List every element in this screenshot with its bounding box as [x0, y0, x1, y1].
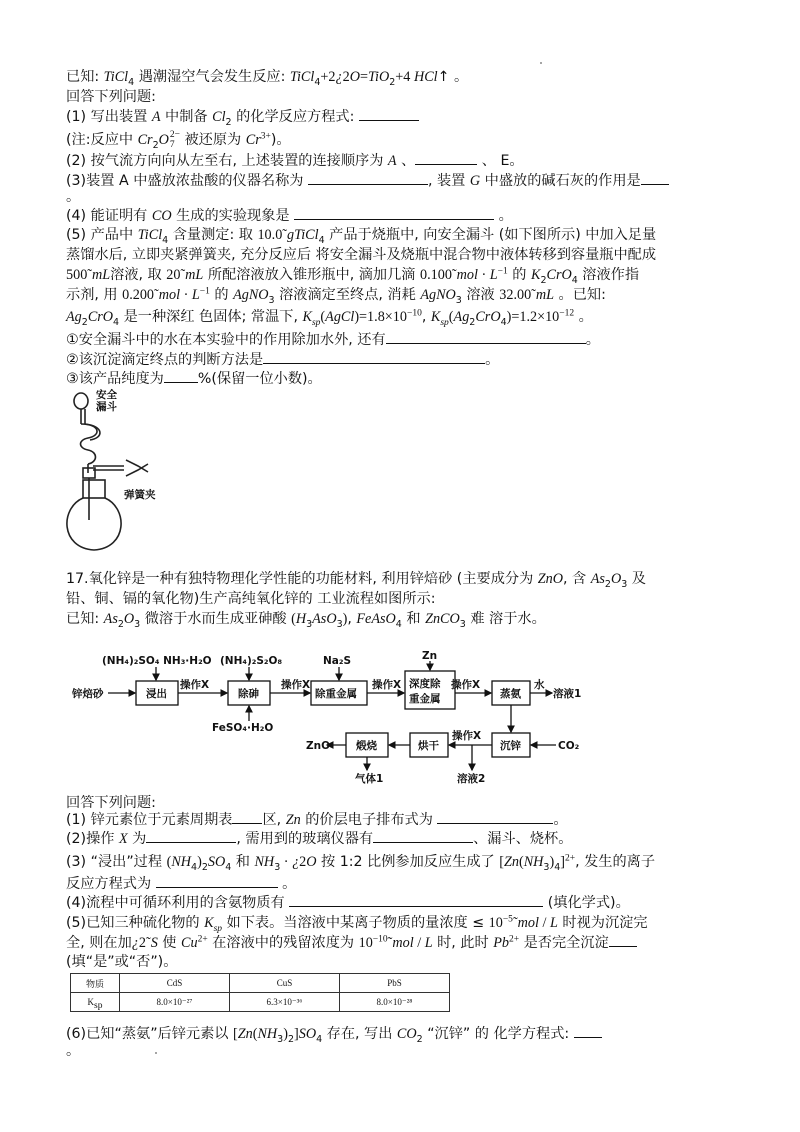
- label-safety-funnel-2: 漏斗: [96, 401, 117, 413]
- svg-text:重金属: 重金属: [409, 693, 441, 705]
- answer-blank[interactable]: [263, 351, 485, 364]
- table-head-cell: CdS: [120, 974, 230, 993]
- answer-blank[interactable]: [373, 830, 473, 843]
- reagent-arsenic: (NH₄)₂S₂O₈: [220, 655, 283, 667]
- op-x-4: 操作X: [451, 679, 481, 691]
- answer-blank[interactable]: [359, 108, 419, 121]
- q16-5-sub2: ②该沉淀滴定终点的判断方法是 。: [66, 352, 500, 368]
- svg-text:烘干: 烘干: [418, 740, 439, 752]
- product-water: 水: [534, 679, 545, 691]
- q17-line3: 已知: $As_2O_3$ 微溶于水而生成亚砷酸 $(H_3AsO_3)$, FeAsO$_4$ 和 ZnCO$_3$ 难 溶于水。: [66, 611, 546, 630]
- ksp-table: [70, 973, 450, 1012]
- known-reaction-line: 已知: TiCl$_4$ 遇潮湿空气会发生反应: TiCl$_4$+2¿2O=TiO$_2$+4 HCl↑ 。: [66, 69, 469, 88]
- q17-1: (1) 锌元素位于元素周期表 区, Zn 的价层电子排布式为 。: [66, 812, 568, 828]
- q16-3: (3)装置 A 中盛放浓盐酸的仪器名称为 , 装置 G 中盛放的碱石灰的作用是: [66, 172, 669, 190]
- table-head-cell: CuS: [230, 974, 340, 993]
- q16-5-sub1: ①安全漏斗中的水在本实验中的作用除加水外, 还有 。: [66, 332, 600, 348]
- answer-blank[interactable]: [164, 370, 198, 383]
- q16-4: (4) 能证明有 CO 生成的实验现象是 。: [66, 208, 513, 224]
- apparatus-figure: [66, 388, 176, 553]
- product-solution-1: 溶液1: [553, 688, 582, 700]
- q17-line1: 17.氧化锌是一种有独特物理化学性能的功能材料, 利用锌焙砂 (主要成分为 ZnO, 含 $As_2O_3$ 及: [66, 571, 646, 590]
- q16-1: (1) 写出装置 A 中制备 $Cl_2$ 的化学反应方程式:: [66, 108, 419, 126]
- reagent-deep: Zn: [422, 650, 438, 662]
- q16-2: (2) 按气流方向向从左至右, 上述装置的连接顺序为 A 、 、 E。: [66, 153, 524, 169]
- q16-5-line5: $Ag_2CrO_4$ 是一种深红 色固体; 常温下, $K_{sp}(AgCl)=1.8\times 10^{-10}$, $K_{sp}(Ag_2CrO_4)=1.2\times 10^{-12}$ 。: [66, 308, 593, 328]
- svg-text:煅烧: 煅烧: [356, 740, 377, 752]
- product-solution-2: 溶液2: [457, 773, 486, 785]
- reagent-heavy: Na₂S: [323, 655, 352, 667]
- text: ↑: [437, 69, 450, 85]
- flask-body: [67, 498, 121, 550]
- q16-5-sub3: ③该产品纯度为 %(保留一位小数)。: [66, 371, 322, 387]
- op-x-5: 操作X: [452, 730, 482, 742]
- table-cell: 8.0×10⁻²⁷: [120, 993, 230, 1012]
- q17-5-line3: (填“是”或“否”)。: [66, 954, 178, 970]
- answer-blank[interactable]: [609, 934, 637, 947]
- answer-blank[interactable]: [289, 894, 543, 907]
- q17-2: (2)操作 X 为 , 需用到的玻璃仪器有 、漏斗、烧杯。: [66, 831, 573, 847]
- process-flowchart: [72, 645, 592, 785]
- q17-4: (4)流程中可循环利用的含氨物质有 (填化学式)。: [66, 895, 630, 911]
- product-gas-1: 气体1: [355, 773, 384, 785]
- table-cell: 6.3×10⁻³⁶: [230, 993, 340, 1012]
- answer-blank[interactable]: [415, 152, 477, 165]
- answer-blank[interactable]: [156, 875, 278, 888]
- product-zno: ZnO: [306, 740, 331, 752]
- answer-blank[interactable]: [437, 811, 553, 824]
- answer-prompt: 回答下列问题:: [66, 89, 156, 105]
- svg-text:沉锌: 沉锌: [500, 740, 521, 752]
- q16-note: (注:反应中 $Cr_2O2-$ 7 被还原为 $Cr^{3+}$)。: [66, 130, 291, 151]
- answer-blank[interactable]: [308, 172, 428, 185]
- reagent-leach: (NH₄)₂SO₄ NH₃·H₂O: [102, 655, 212, 667]
- q16-5-line4: 示剂, 用 0.200˜mol · $L^{-1}$ 的 AgNO$_3$ 溶液滴定至终点, 消耗 AgNO$_3$ 溶液 32.00˜mL 。已知:: [66, 286, 606, 306]
- q16-5-line2: 蒸馏水后, 立即夹紧弹簧夹, 充分反应后 将安全漏斗及烧瓶中混合物中液体转移到容量瓶中配成: [66, 247, 657, 263]
- table-head-cell: PbS: [340, 974, 450, 993]
- svg-text:除重金属: 除重金属: [315, 688, 357, 700]
- q16-5-line1: (5) 产品中 TiCl$_4$ 含量测定: 取 10.0˜gTiCl$_4$ 产品于烧瓶中, 向安全漏斗 (如下图所示) 中加入足量: [66, 227, 657, 246]
- svg-text:蒸氨: 蒸氨: [500, 688, 521, 700]
- q17-5-line2: 全, 则在加¿2˜S 使 $Cu^{2+}$ 在溶液中的残留浓度为 $10^{-10}˜mol$ / L 时, 此时 $Pb^{2+}$ 是否完全沉淀: [66, 934, 637, 952]
- label-safety-funnel-1: 安全: [96, 389, 117, 401]
- reagent-feso4: FeSO₄·H₂O: [212, 722, 274, 734]
- spring-clamp: [126, 460, 148, 476]
- op-x-3: 操作X: [372, 679, 402, 691]
- table-header-row: [71, 974, 450, 993]
- svg-text:除砷: 除砷: [238, 688, 259, 700]
- table-cell: 8.0×10⁻²⁸: [340, 993, 450, 1012]
- label-spring-clamp: 弹簧夹: [124, 489, 156, 501]
- svg-text:深度除: 深度除: [409, 678, 441, 690]
- answer-blank[interactable]: [386, 331, 586, 344]
- text: 遇潮湿空气会发生反应:: [134, 69, 290, 85]
- table-row-label: $K_{sp}$: [71, 993, 120, 1012]
- q17-line2: 铅、铜、镉的氧化物)生产高纯氧化锌的 工业流程如图所示:: [66, 591, 436, 607]
- q16-5-line3: 500˜mL溶液, 取 20˜mL 所配溶液放入锥形瓶中, 滴加几滴 0.100˜mol · $L^{-1}$ 的 $K_2CrO_4$ 溶液作指: [66, 266, 640, 286]
- text: 。: [449, 69, 469, 85]
- reagent-co2: CO₂: [558, 740, 580, 752]
- table-row: [71, 993, 450, 1012]
- funnel-bulb: [74, 393, 88, 409]
- svg-text:浸出: 浸出: [146, 688, 167, 700]
- answer-blank[interactable]: [146, 830, 236, 843]
- q17-3-line2: 反应方程式为 。: [66, 876, 297, 892]
- q17-6: (6)已知“蒸氨”后锌元素以 $[Zn(NH_3)_2]SO_4$ 存在, 写出 $CO_2$ “沉锌” 的 化学方程式:: [66, 1025, 602, 1043]
- text: 已知:: [66, 69, 104, 85]
- op-x-2: 操作X: [281, 679, 311, 691]
- op-x-1: 操作X: [180, 679, 210, 691]
- q17-answer-prompt: 回答下列问题:: [66, 795, 156, 811]
- answer-blank[interactable]: [574, 1025, 602, 1038]
- raw-material: 锌焙砂: [72, 688, 104, 700]
- answer-blank[interactable]: [232, 811, 262, 824]
- answer-blank[interactable]: [641, 172, 669, 185]
- q17-3: (3) “浸出”过程 $(NH_4)_2SO_4$ 和 $NH_3$ · ¿2O 按 1:2 比例参加反应生成了 $[Zn(NH_3)_4]^{2+}$, 发生的离子: [66, 853, 656, 873]
- q17-5-line1: (5)已知三种硫化物的 $K_{sp}$ 如下表。当溶液中某离子物质的量浓度 ≤ $10^{-5}˜mol$ / L 时视为沉淀完: [66, 914, 648, 934]
- q17-6-end: 。: [66, 1043, 81, 1059]
- table-head-cell: 物质: [71, 974, 120, 993]
- q16-3-end: 。: [66, 189, 81, 205]
- answer-blank[interactable]: [294, 207, 494, 220]
